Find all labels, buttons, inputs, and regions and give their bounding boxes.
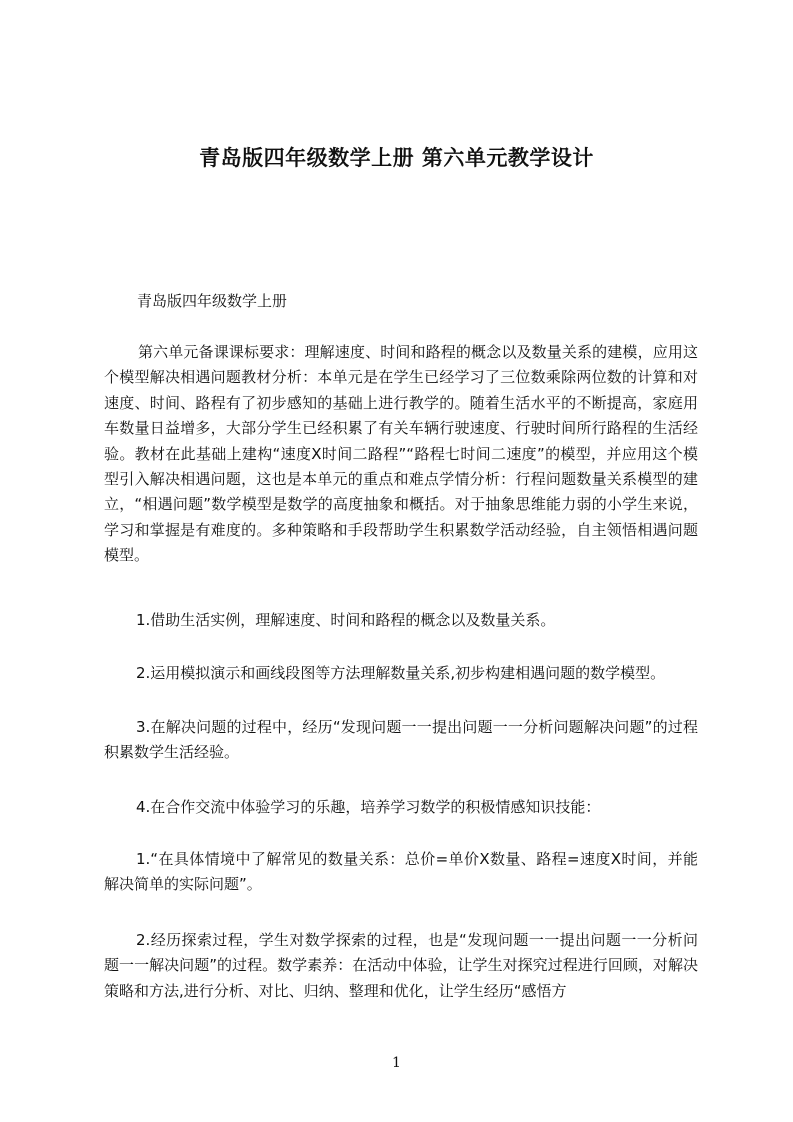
list-item: 1.借助生活实例，理解速度、时间和路程的概念以及数量关系。 xyxy=(136,611,556,629)
list-item: 2.运用模拟演示和画线段图等方法理解数量关系,初步构建相遇问题的数学模型。 xyxy=(136,664,666,682)
list-item: 2.经历探索过程，学生对数学探索的过程，也是“发现问题一一提出问题一一分析问题一一解决问题”的过程。数学素养：在活动中体验，让学生对探究过程进行回顾，对解决策略和方法,进行分析、对比、归纳、整理和优化，让学生经历“感悟方 xyxy=(104,931,698,1000)
list-item: 3.在解决问题的过程中，经历“发现问题一一提出问题一一分析问题解决问题”的过程积累数学生活经验。 xyxy=(104,718,698,762)
intro-paragraph: 第六单元备课课标要求：理解速度、时间和路程的概念以及数量关系的建模，应用这个模型解决相遇问题教材分析：本单元是在学生已经学习了三位数乘除两位数的计算和对速度、时间、路程有了初步感知的基础上进行教学的。随着生活水平的不断提高，家庭用车数量日益增多，大部分学生已经积累了有关车辆行驶速度、行驶时间所行路程的生活经验。教材在此基础上建构“速度X时间二路程”“路程七时间二速度”的模型，并应用这个模型引入解决相遇问题，这也是本单元的重点和难点学情分析：行程问题数量关系模型的建立，“相遇问题”数学模型是数学的高度抽象和概括。对于抽象思维能力弱的小学生来说，学习和掌握是有难度的。多种策略和手段帮助学生积累数学活动经验，自主领悟相遇问题模型。 xyxy=(104,343,698,565)
document-title: 青岛版四年级数学上册 第六单元教学设计 xyxy=(199,146,594,170)
list-item: 4.在合作交流中体验学习的乐趣，培养学习数学的积极情感知识技能： xyxy=(136,798,601,816)
document-subtitle: 青岛版四年级数学上册 xyxy=(137,292,288,310)
list-item: 1.“在具体情境中了解常见的数量关系：总价=单价X数量、路程=速度X时间，并能解决简单的实际问题”。 xyxy=(104,850,698,894)
page-number: 1 xyxy=(392,1055,401,1071)
